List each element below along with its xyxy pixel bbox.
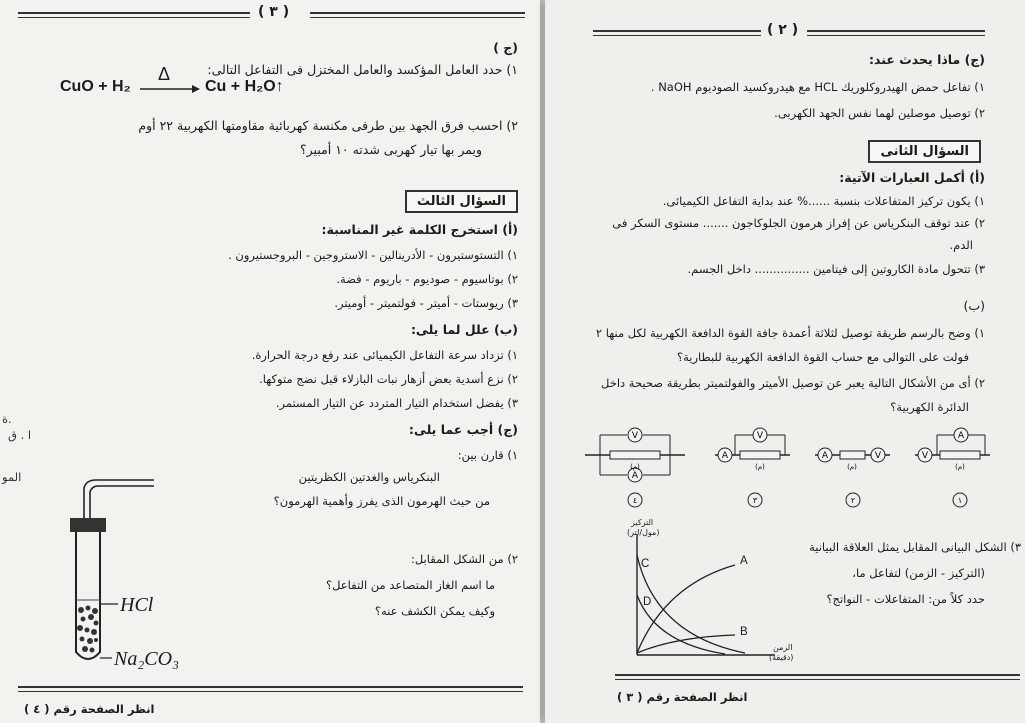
page-2 (545, 0, 1025, 723)
q2b3-line3: حدد كلاً من: المتفاعلات - النواتج؟ (826, 592, 985, 606)
edge-fragment-1: ة. (2, 412, 12, 426)
header-rule-right-thin (310, 17, 525, 18)
q3c2-line1: ما اسم الغاز المتصاعد من التفاعل؟ (325, 578, 495, 592)
question-c2-line1: ٢) احسب فرق الجهد بين طرفى مكنسة كهربائية مقاومتها الكهربية ٢٢ أوم (138, 118, 518, 133)
question-3b-title: (ب) علل لما يلى: (410, 322, 518, 337)
svg-text:V: V (756, 431, 764, 441)
svg-text:(م): (م) (630, 463, 640, 471)
page-number: ( ٢ ) (767, 22, 799, 38)
graph-ylabel-2: (مول/لتر) (627, 528, 660, 537)
header-rule-left (593, 30, 761, 32)
svg-text:A: A (957, 431, 965, 441)
page-number: ( ٣ ) (258, 4, 290, 20)
graph-ylabel-1: التركيز (631, 518, 654, 527)
question-2a-title: (أ) أكمل العبارات الآتية: (839, 170, 985, 185)
q2b3-line1: ٣) الشكل البيانى المقابل يمثل العلاقة البيانية (809, 540, 1021, 554)
footer-rule-thin (615, 679, 1020, 680)
q2a-item-2-cont: الدم. (949, 238, 973, 252)
c-item-1: ١) تفاعل حمض الهيدروكلوريك HCL مع هيدروكسيد الصوديوم NaOH . (650, 80, 985, 94)
header-rule-right (310, 12, 525, 14)
question-c2-line2: ويمر بها تيار كهربى شدته ١٠ أمبير؟ (299, 142, 482, 157)
page-footer: انظر الصفحة رقم ( ٣ ) (617, 690, 748, 704)
equation-right: Cu + H₂O↑ (205, 78, 284, 95)
svg-text:٢: ٢ (850, 496, 856, 505)
svg-text:A: A (721, 451, 729, 461)
equation-left: CuO + H₂ (60, 78, 131, 95)
footer-rule (18, 686, 523, 688)
question-c1: ١) حدد العامل المؤكسد والعامل المختزل فى التفاعل التالى: (207, 62, 518, 77)
q2b1-line2: فولت على التوالى مع حساب القوة الدافعة الكهربية للبطارية؟ (676, 350, 969, 364)
header-rule-right-thin (807, 35, 985, 36)
q2a-item-1: ١) يكون تركيز المتفاعلات بنسبة ......% عند بداية التفاعل الكيميائى. (662, 194, 985, 208)
footer-rule (615, 674, 1020, 676)
header-rule-right (807, 30, 985, 32)
edge-fragment-2: ا . ق (8, 428, 32, 442)
q2a-item-3: ٣) تتحول مادة الكاروتين إلى فيتامين ............... داخل الجسم. (687, 262, 985, 276)
question-3a-title: (أ) استخرج الكلمة غير المناسبة: (321, 222, 518, 237)
curve-label-a: A (740, 555, 748, 567)
svg-text:٤: ٤ (632, 496, 638, 505)
q3a-item-3: ٣) ريوستات - أميتر - فولتميتر - أوميتر. (334, 296, 518, 310)
q2b1-line1: ١) وضح بالرسم طريقة توصيل لثلاثة أعمدة جافة القوة الدافعة الكهربية لكل منها ٢ (595, 326, 985, 340)
q3c1-line1: البنكرياس والغدتين الكظريتين (298, 470, 440, 484)
page-footer: انظر الصفحة رقم ( ٤ ) (24, 702, 155, 716)
header-rule-left-thin (18, 17, 250, 18)
section-c-title: (ج) ماذا يحدث عند: (869, 52, 985, 67)
q3a-item-2: ٢) بوتاسيوم - صوديوم - باريوم - فضة. (336, 272, 518, 286)
circuit-4 (585, 428, 685, 507)
section-c-label: (ج ) (493, 40, 518, 55)
question-2b-label: (ب) (963, 298, 985, 313)
q3b-item-3: ٣) يفضل استخدام التيار المتردد عن التيار المستمر. (275, 396, 518, 410)
svg-text:V: V (874, 451, 882, 461)
reaction-arrow (140, 84, 200, 94)
question-3c-title: (ج) أجب عما يلى: (408, 422, 518, 437)
q3c1-line2: من حيث الهرمون الذى يفرز وأهمية الهرمون؟ (273, 494, 490, 508)
svg-text:٣: ٣ (752, 496, 758, 505)
curve-label-b: B (740, 626, 748, 638)
circuit-diagrams (585, 425, 1005, 515)
svg-text:(م): (م) (955, 463, 965, 471)
test-tube-diagram (50, 480, 180, 670)
svg-text:V: V (921, 451, 929, 461)
label-hcl: HCl (120, 594, 154, 616)
graph-xlabel-2: (دقيقة) (769, 653, 794, 662)
q2a-item-2: ٢) عند توقف البنكرياس عن إفراز هرمون الجلوكاجون ....... مستوى السكر فى (612, 216, 985, 230)
q3c1-label: ١) قارن بين: (457, 448, 518, 462)
q3c2-label: ٢) من الشكل المقابل: (410, 552, 518, 566)
header-rule-left (18, 12, 250, 14)
svg-text:١: ١ (957, 496, 963, 505)
q2b2-line2: الدائرة الكهربية؟ (890, 400, 969, 414)
q2b3-line2: (التركيز - الزمن) لتفاعل ما، (852, 566, 985, 580)
question-3-title: السؤال الثالث (405, 190, 518, 213)
svg-text:A: A (821, 451, 829, 461)
circuit-3 (715, 428, 790, 507)
q2b2-line1: ٢) أى من الأشكال التالية يعبر عن توصيل الأميتر والفولتميتر بطريقة صحيحة داخل (601, 376, 985, 390)
svg-text:(م): (م) (847, 463, 857, 471)
svg-text:V: V (631, 431, 639, 441)
curve-label-d: D (643, 596, 652, 608)
q3b-item-1: ١) تزداد سرعة التفاعل الكيميائى عند رفع درجة الحرارة. (251, 348, 518, 362)
q3c2-line2: وكيف يمكن الكشف عنه؟ (374, 604, 495, 618)
footer-rule-thin (18, 691, 523, 692)
circuit-2 (815, 448, 890, 507)
question-2-title: السؤال الثانى (868, 140, 981, 163)
graph-xlabel-1: الزمن (773, 643, 793, 652)
q3b-item-2: ٢) نزع أسدية بعض أزهار نبات البازلاء قبل نضج متوكها. (259, 372, 518, 386)
curve-label-c: C (641, 558, 650, 570)
svg-text:(م): (م) (755, 463, 765, 471)
header-rule-left-thin (593, 35, 761, 36)
edge-fragment-3: المو (2, 470, 22, 484)
circuit-1 (915, 428, 990, 507)
q3a-item-1: ١) التستوستيرون - الأدرينالين - الاستروجين - البروجستيرون . (228, 248, 518, 262)
c-item-2: ٢) توصيل موصلين لهما نفس الجهد الكهربى. (774, 106, 985, 120)
label-na2co3: Na₂CO₃ (114, 648, 180, 670)
svg-text:A: A (631, 471, 639, 481)
delta-symbol: Δ (158, 64, 171, 84)
